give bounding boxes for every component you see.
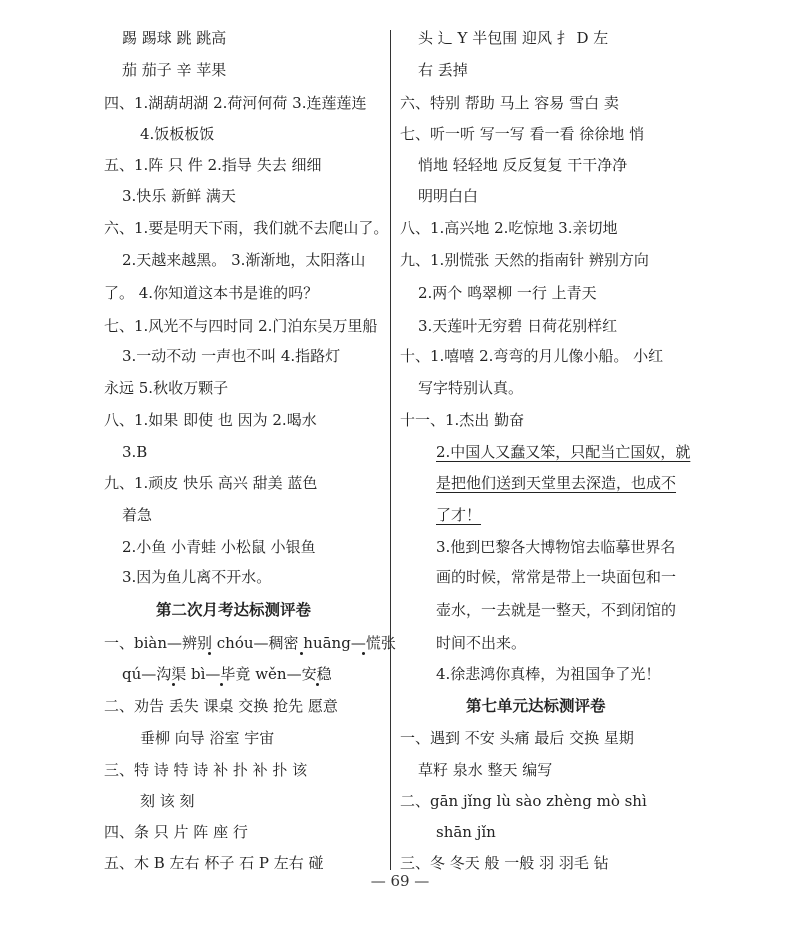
answer-line: 六、1.要是明天下雨，我们就不去爬山了。 [104,219,389,237]
answer-line: 四、1.湖葫胡湖 2.荷河何荷 3.连莲莲连 [104,94,367,112]
answer-line: 五、木 B 左右 杯子 石 P 左右 碰 [104,854,324,872]
answer-line: 时间不出来。 [436,634,527,652]
answer-line: 草籽 泉水 整天 编写 [418,761,553,779]
answer-line: 明明白白 [418,187,479,205]
answer-line: 刻 该 刻 [140,792,195,810]
answer-line: 壶水，一去就是一整天，不到闭馆的 [436,601,677,619]
answer-line: 3.一动不动 一声也不叫 4.指路灯 [122,347,341,365]
answer-line: 4.徐悲鸿你真棒，为祖国争了光！ [436,665,661,683]
answer-line: 三、特 诗 特 诗 补 扑 补 扑 该 [104,761,308,779]
answer-line: qú—沟渠 bì—毕竟 wěn—安稳 [122,665,332,683]
column-divider [390,30,391,870]
answer-line: 3.天莲叶无穷碧 日荷花别样红 [418,317,618,335]
answer-line: 垂柳 向导 浴室 宇宙 [140,729,275,747]
answer-line: 二、gān jǐng lù sào zhèng mò shì [400,792,647,810]
answer-line: 永远 5.秋收万颗子 [104,379,229,397]
answer-line: 八、1.高兴地 2.吃惊地 3.亲切地 [400,219,618,237]
answer-line: 4.饭板板饭 [140,125,215,143]
answer-line: 着急 [122,506,153,524]
answer-line: 三、冬 冬天 般 一般 羽 羽毛 钻 [400,854,609,872]
section-heading: 第七单元达标测评卷 [466,697,606,715]
answer-line: 十、1.嘻嘻 2.弯弯的月儿像小船。 小红 [400,347,664,365]
answer-line: 七、1.风光不与四时同 2.门泊东吴万里船 [104,317,378,335]
answer-line: 二、劝告 丢失 课桌 交换 抢先 愿意 [104,697,338,715]
answer-line: 2.两个 鸣翠柳 一行 上青天 [418,284,597,302]
answer-line: 踢 踢球 跳 跳高 [122,29,227,47]
underlined-answer: 是把他们送到天堂里去深造，也成不 [436,474,677,492]
answer-line: 3.B [122,443,148,461]
answer-line: 3.快乐 新鲜 满天 [122,187,236,205]
answer-line: 右 丢掉 [418,61,468,79]
page-number: — 69 — [370,872,430,890]
emphasis-dots [104,652,384,658]
answer-line: 九、1.别慌张 天然的指南针 辨别方向 [400,251,649,269]
answer-line: 茄 茄子 辛 苹果 [122,61,227,79]
answer-line: 3.因为鱼儿离不开水。 [122,568,272,586]
answer-line: 画的时候，常常是带上一块面包和一 [436,568,677,586]
answer-line: 四、条 只 片 阵 座 行 [104,823,248,841]
answer-line: 一、biàn—辨别 chóu—稠密 huāng—慌张 [104,634,396,652]
answer-line: 悄地 轻轻地 反反复复 干干净净 [418,156,628,174]
answer-line: 五、1.阵 只 件 2.指导 失去 细细 [104,156,322,174]
underlined-answer: 2.中国人又蠢又笨，只配当亡国奴，就 [436,443,691,461]
answer-line: 写字特别认真。 [418,379,524,397]
answer-line: 九、1.顽皮 快乐 高兴 甜美 蓝色 [104,474,318,492]
answer-line: 七、听一听 写一写 看一看 徐徐地 悄 [400,125,645,143]
answer-line: shān jǐn [436,823,496,841]
answer-line: 3.他到巴黎各大博物馆去临摹世界名 [436,538,676,556]
section-heading: 第二次月考达标测评卷 [156,601,312,619]
answer-line: 2.小鱼 小青蛙 小松鼠 小银鱼 [122,538,316,556]
underlined-answer: 了才！ [436,506,482,524]
answer-line: 头 辶 Y 半包围 迎风 扌 D 左 [418,29,609,47]
answer-line: 六、特别 帮助 马上 容易 雪白 卖 [400,94,619,112]
answer-line: 了。 4.你知道这本书是谁的吗？ [104,284,319,302]
emphasis-dots [104,683,384,689]
answer-line: 2.天越来越黑。 3.渐渐地，太阳落山 [122,251,366,269]
answer-line: 十一、1.杰出 勤奋 [400,411,525,429]
answer-line: 一、遇到 不安 头痛 最后 交换 星期 [400,729,634,747]
answer-line: 八、1.如果 即使 也 因为 2.喝水 [104,411,317,429]
